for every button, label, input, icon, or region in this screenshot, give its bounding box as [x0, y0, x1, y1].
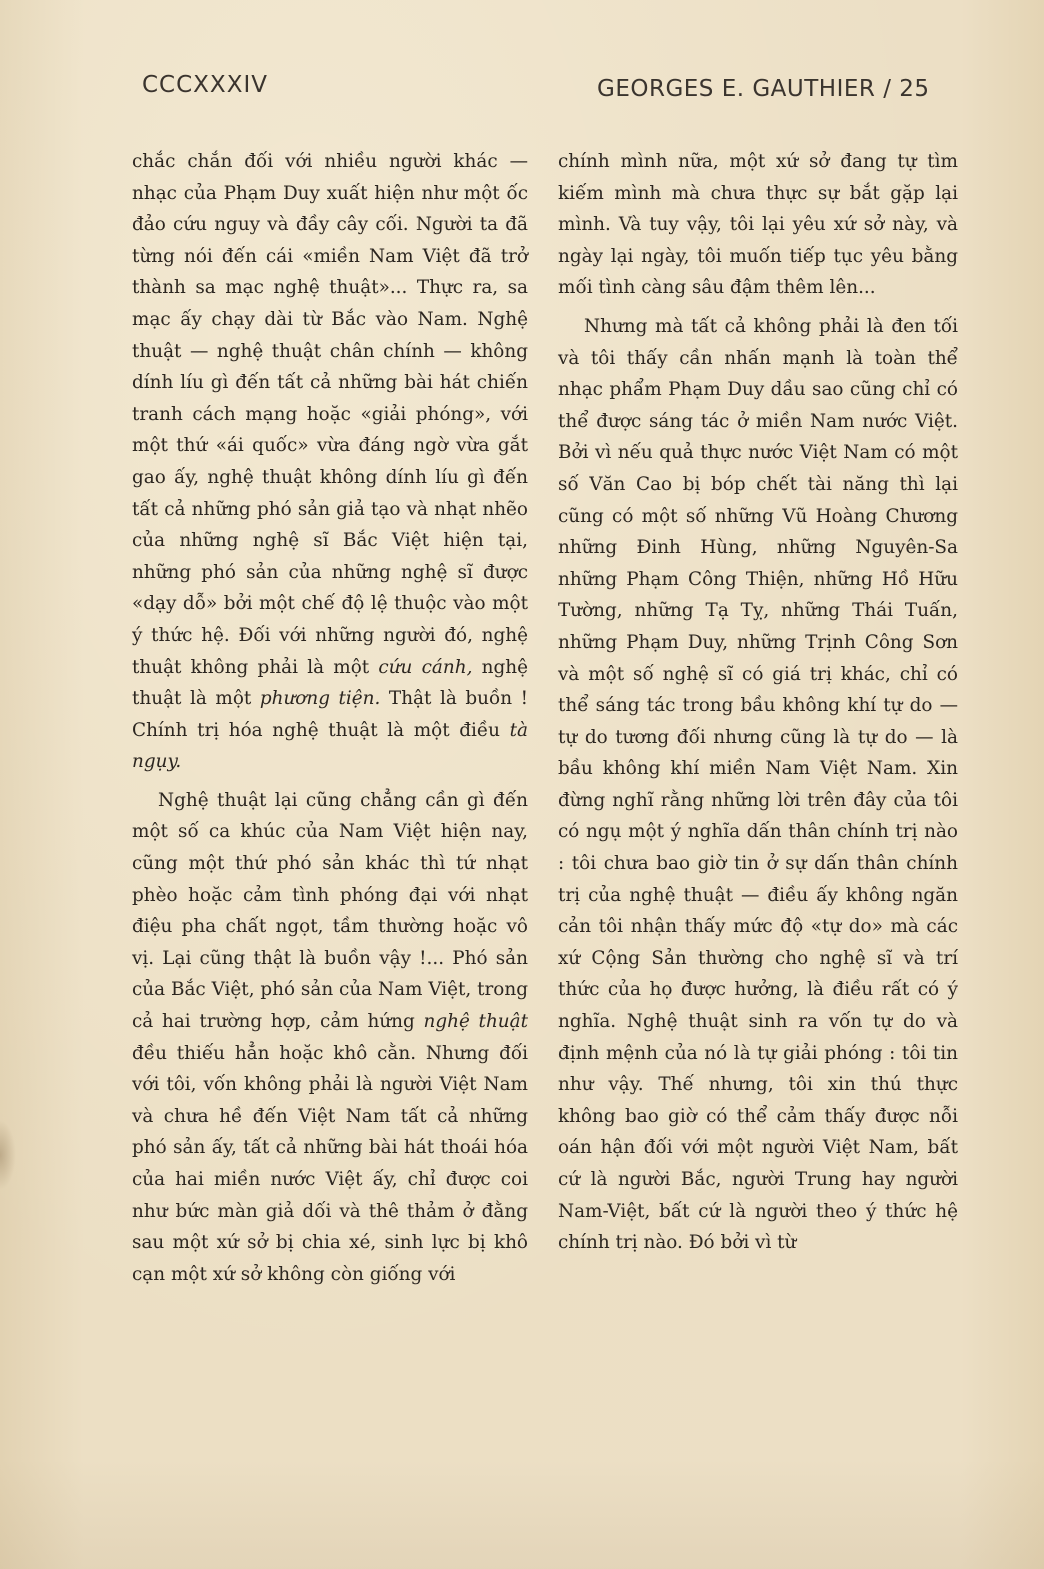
text-run: chắc chắn đối với nhiều người khác — nhạc của Phạm Duy xuất hiện như một ốc đảo cứu nguy và đầy cây cối. Người ta đã từng nói đến cái «miền Nam Việt đã trở thành sa mạc nghệ thuật»... Thực ra, sa mạc ấy chạy dài từ Bắc vào Nam. Nghệ thuật — nghệ thuật chân chính — không dính líu gì đến tất cả những bài hát chiến tranh cách mạng hoặc «giải phóng», với một thứ «ái quốc» vừa đáng ngờ vừa gắt gao ấy, nghệ thuật không dính líu gì đến tất cả những phó sản giả tạo và nhạt nhẽo của những nghệ sĩ Bắc Việt hiện tại, những phó sản của những nghệ sĩ được «dạy dỗ» bởi một chế độ lệ thuộc vào một ý thức hệ. Đối với những người đó, nghệ thuật không phải là một [132, 151, 528, 678]
running-head: GEORGES E. GAUTHIER / 25 [597, 76, 930, 102]
right-paragraph-1: chính mình nữa, một xứ sở đang tự tìm kiếm mình mà chưa thực sự bắt gặp lại mình. Và tuy vậy, tôi lại yêu xứ sở này, và ngày lại ngày, tôi muốn tiếp tục yêu bằng mối tình càng sâu đậm thêm lên... [558, 151, 958, 299]
left-paragraph-1 [132, 146, 528, 778]
right-column [558, 146, 958, 1259]
italic-run: nghệ thuật [423, 1011, 528, 1033]
text-run: nghệ thuật là một [132, 656, 528, 710]
left-column [132, 146, 528, 1290]
page-edge-stain [0, 1120, 16, 1190]
italic-run: cứu cánh, [378, 656, 473, 678]
text-run: Thật là buồn ! Chính trị hóa nghệ thuật là một điều [132, 688, 528, 741]
right-paragraph-2: Nhưng mà tất cả không phải là đen tối và tôi thấy cần nhấn mạnh là toàn thể nhạc phẩm Phạm Duy dầu sao cũng chỉ có thể được sáng tác ở miền Nam nước Việt. Bởi vì nếu quả thực nước Việt Nam có một số Văn Cao bị bóp chết tài năng thì lại cũng có một số những Vũ Hoàng Chương những Đinh Hùng, những Nguyên-Sa những Phạm Công Thiện, những Hồ Hữu Tường, những Tạ Tỵ, những Thái Tuấn, những Phạm Duy, những Trịnh Công Sơn và một số nghệ sĩ có giá trị khác, chỉ có thể sáng tác trong bầu không khí tự do — tự do tương đối nhưng cũng là tự do — là bầu không khí miền Nam Việt Nam. Xin đừng nghĩ rằng những lời trên đây của tôi có ngụ một ý nghĩa dấn thân chính trị nào : tôi chưa bao giờ tin ở sự dấn thân chính trị của nghệ thuật — điều ấy không ngăn cản tôi nhận thấy mức độ «tự do» mà các xứ Cộng Sản thường cho nghệ sĩ và trí thức của họ được hưởng, là điều rất có ý nghĩa. Nghệ thuật sinh ra vốn tự do và định mệnh của nó là tự giải phóng : tôi tin như vậy. Thế nhưng, tôi xin thú thực không bao giờ có thể cảm thấy được nỗi oán hận đối với một người Việt Nam, bất cứ là người Bắc, người Trung hay người Nam-Việt, bất cứ là người theo ý thức hệ chính trị nào. Đó bởi vì từ [558, 315, 958, 1254]
italic-run: phương tiện. [259, 688, 381, 710]
text-run: Nghệ thuật lại cũng chẳng cần gì đến một số ca khúc của Nam Việt hiện nay, cũng một thứ phó sản khác thì tứ nhạt phèo hoặc cảm tình phóng đại với nhạt điệu pha chất ngọt, tầm thường hoặc vô vị. Lại cũng thật là buồn vậy !... Phó sản của Bắc Việt, phó sản của Nam Việt, trong cả hai trường hợp, cảm hứng [132, 789, 528, 1033]
italic-run: tà ngụy. [132, 719, 528, 773]
left-paragraph-2 [132, 785, 528, 1291]
text-run: đều thiếu hẳn hoặc khô cằn. Nhưng đối với tôi, vốn không phải là người Việt Nam và chưa hề đến Việt Nam tất cả những phó sản ấy, tất cả những bài hát thoái hóa của hai miền nước Việt ấy, chỉ được coi như bức màn giả dối và thê thảm ở đằng sau một xứ sở bị chia xé, sinh lực bị khô cạn một xứ sở không còn giống với [132, 1042, 528, 1285]
page-number-roman: CCCXXXIV [142, 72, 268, 98]
